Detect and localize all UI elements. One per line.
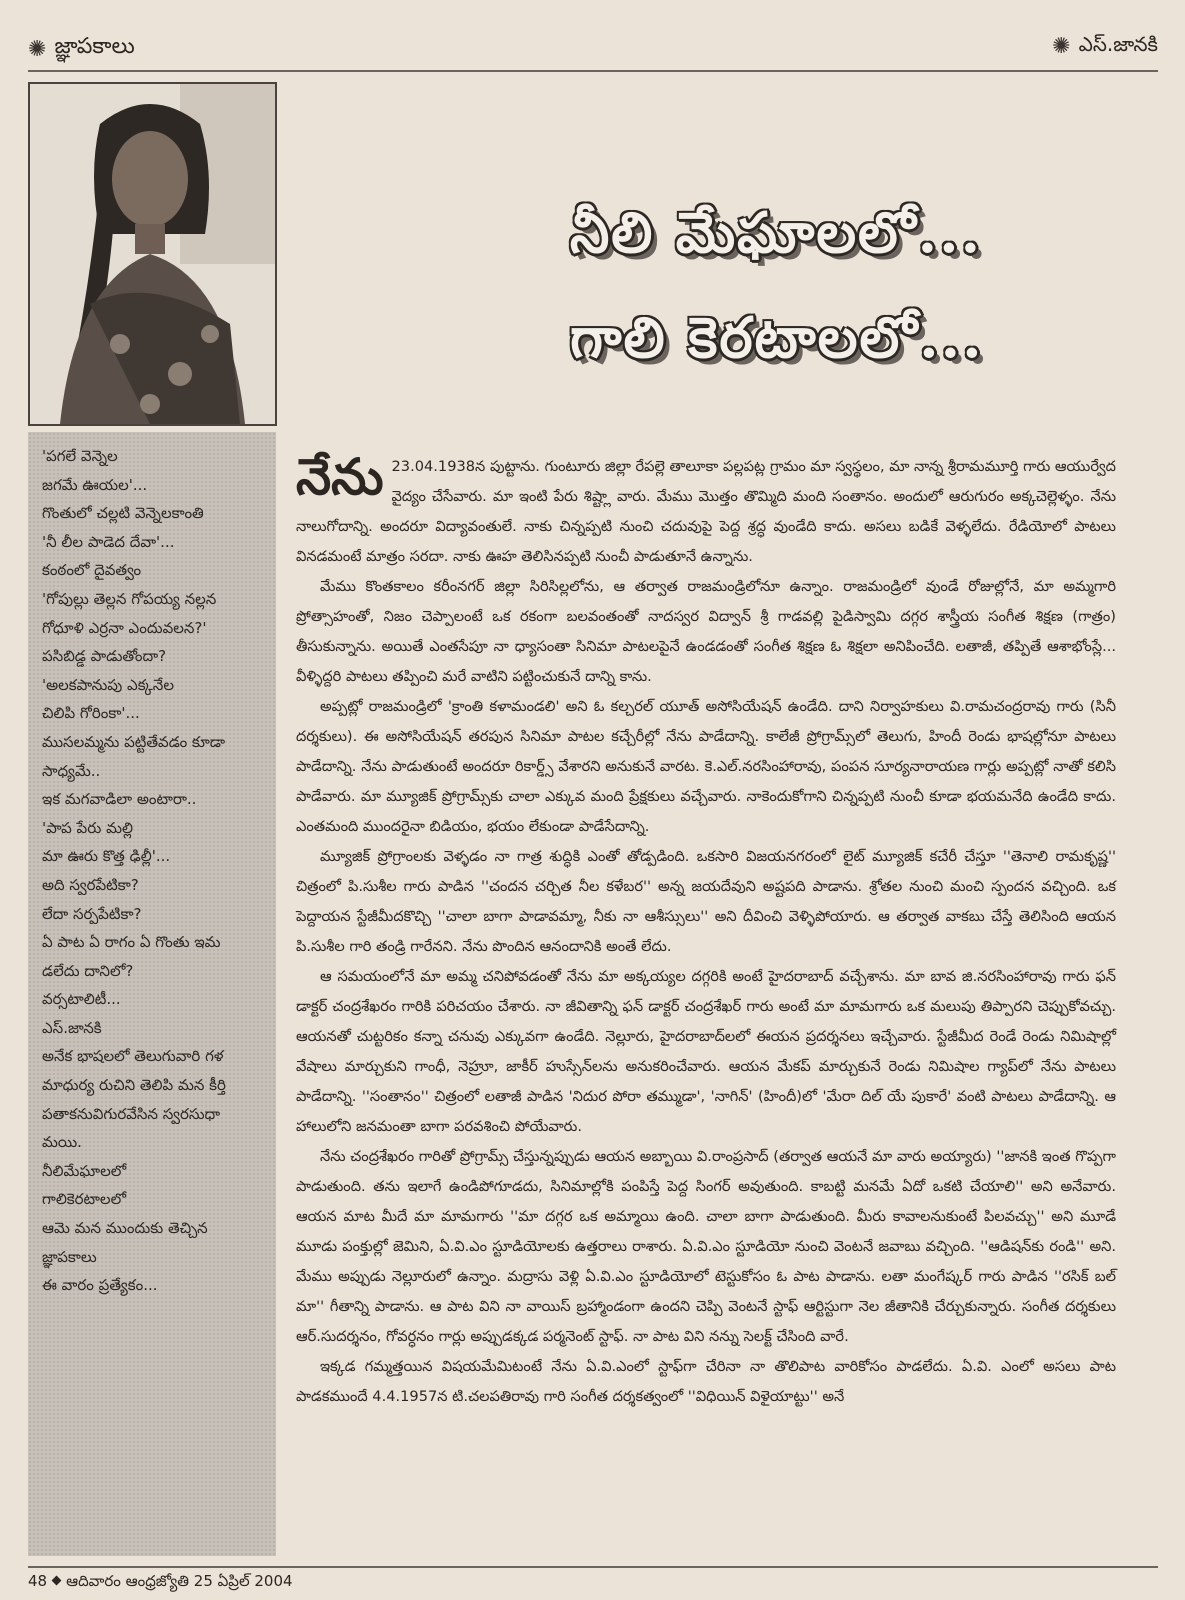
paragraph: ఇక్కడ గమ్మత్తయిన విషయమేమిటంటే నేను ఏ.వి.ఎంలో స్టాఫ్‌గా చేరినా నా తొలిపాట వారికోసం పాడలేదు. ఏ.వి. ఎంలో అసలు పాట పాడకముందే 4.4.1957న టి.చలపతిరావు గారి సంగీత దర్శకత్వంలో ''విధియిన్ విళైయాట్టు'' అనే [296, 1358, 1116, 1405]
sidebar-text [42, 442, 268, 1300]
page-header [28, 28, 1158, 68]
star-burst-icon: ✺ [1052, 34, 1071, 59]
sidebar-line: వర్సటాలిటీ... [42, 990, 121, 1009]
author-name: ఎస్.జానకి [1078, 32, 1158, 56]
sidebar-line: డలేదు దానిలో? [42, 961, 134, 980]
footer-rule [28, 1566, 1158, 1568]
sidebar-line: ఏ పాట ఏ రాగం ఏ గొంతు ఇమ [42, 933, 221, 952]
title-line-2: గాలి కెరటాలలో... [570, 305, 984, 371]
author-label [1052, 32, 1158, 61]
sidebar-line: జగమే ఊయల'... [42, 475, 148, 494]
sidebar-line: ఇక మగవాడిలా అంటారా.. [42, 790, 197, 809]
paragraph: మేము కొంతకాలం కరీంనగర్ జిల్లా సిరిసిల్లలోను, ఆ తర్వాత రాజమండ్రిలోనూ ఉన్నాం. రాజమండ్రిలో వుండే రోజుల్లోనే, మా అమ్మగారి ప్రోత్సాహంతో, నిజం చెప్పాలంటే ఒక రకంగా బలవంతంతో నాదస్వర విద్వాన్ శ్రీ గాడవల్లి పైడిస్వామి దగ్గర శాస్త్రీయ సంగీత శిక్షణ (గాత్రం) తీసుకున్నాను. అయితే ఎంతసేపూ నా ధ్యాసంతా సినిమా పాటలపైనే ఉండడంతో సంగీత శిక్షణ ఓ శిక్షలా అనిపించేది. లతాజీ, తప్పితే ఆశాభోంస్లే... వీళ్ళిద్దరి పాటలు తప్పించి మరే వాటిని పట్టించుకునే దాన్ని కాను. [296, 578, 1116, 685]
sidebar-line: 'పగలే వెన్నెల [42, 447, 118, 465]
section-label [28, 34, 135, 64]
sidebar-line: లేదా సర్పపేటికా? [42, 904, 142, 923]
sidebar-line: 'అలకపానుపు ఎక్కనేల [42, 675, 174, 694]
publication-line: ఆదివారం ఆంధ్రజ్యోతి 25 ఏప్రిల్ 2004 [66, 1572, 293, 1590]
sidebar-line: 'గోపుల్లు తెల్లన గోపయ్య నల్లన [42, 589, 217, 608]
sidebar-line: మాధుర్య రుచిని తెలిపి మన కీర్తి [42, 1076, 226, 1095]
paragraph: మ్యూజిక్ ప్రోగ్రాంలకు వెళ్ళడం నా గాత్ర శుద్ధికి ఎంతో తోడ్పడింది. ఒకసారి విజయనగరంలో లైట్ మ్యూజిక్ కచేరీ చేస్తూ ''తెనాలి రామకృష్ణ'' చిత్రంలో పి.సుశీల గారు పాడిన ''చందన చర్చిత నీల కళేబర'' అన్న జయదేవుని అష్టపది పాడాను. శ్రోతల నుంచి మంచి స్పందన వచ్చింది. ఒక పెద్దాయన స్టేజీమీదకొచ్చి ''చాలా బాగా పాడావమ్మా, నీకు నా ఆశీస్సులు'' అని దీవించి వెళ్ళిపోయారు. ఆ తర్వాత వాకబు చేస్తే తెలిసింది ఆయన పి.సుశీల గారి తండ్రి గారేనని. నేను పొందిన ఆనందానికి అంతే లేదు. [296, 848, 1116, 955]
star-burst-icon: ✺ [28, 36, 47, 62]
sidebar-line: అనేక భాషలలో తెలుగువారి గళ [42, 1047, 224, 1066]
sidebar-line: గాలికెరటాలలో [42, 1190, 127, 1209]
page-number: 48 [28, 1572, 48, 1590]
paragraph: ఆ సమయంలోనే మా అమ్మ చనిపోవడంతో నేను మా అక్కయ్యల దగ్గరికి అంటే హైదరాబాద్ వచ్చేశాను. మా బావ జి.నరసింహారావు గారు ఫన్ డాక్టర్ చంద్రశేఖరం గారికి పరిచయం చేశారు. నా జీవితాన్ని ఫన్ డాక్టర్ చంద్రశేఖర్ గారు అంటే మా మామగారు ఒక మలుపు తిప్పారని చెప్పుకోవచ్చు. ఆయనతో చుట్టరికం కన్నా చనువు ఎక్కువగా ఉండేది. నెల్లూరు, హైదరాబాద్‌లలో ఈయన ప్రదర్శనలు ఇచ్చేవారు. స్టేజీమీద రెండే రెండు నిమిషాల్లో వేషాలు మార్చుకుని గాంధీ, నెహ్రూ, జాకీర్ హుస్సేన్‌లను అనుకరించేవారు. ఆయన మేకప్ మార్చుకునే రెండు నిమిషాల గ్యాప్‌లో నేను పాటలు పాడేదాన్ని. ''సంతానం'' చిత్రంలో లతాజీ పాడిన 'నిదుర పోరా తమ్ముడా', 'నాగిన్' (హిందీ)లో 'మేరా దిల్ యే పుకారే' వంటి పాటలు పాడేదాన్ని. ఆ హాలులోని జనమంతా బాగా పరవశించి పోయేవారు. [296, 968, 1116, 1135]
sidebar-blurb [28, 432, 276, 1556]
sidebar-line: గోధూళి ఎర్రనా ఎందువలన?' [42, 618, 207, 637]
sidebar-line: కంఠంలో దైవత్వం [42, 561, 142, 580]
sidebar-line: 'పాప పేరు మల్లి [42, 818, 133, 837]
paragraph: అప్పట్లో రాజమండ్రిలో 'క్రాంతి కళామండలి' అని ఓ కల్చరల్ యూత్ అసోసియేషన్ ఉండేది. దాని నిర్వాహకులు వి.రామచంద్రరావు గారు (సినీ దర్శకులు). ఈ అసోసియేషన్ తరపున సినిమా పాటల కచ్చేరీల్లో నేను పాడేదాన్ని. కాలేజీ ప్రోగ్రామ్స్‌లో తెలుగు, హిందీ రెండు భాషల్లోనూ పాటలు పాడేదాన్ని. నేను పాడుతుంటే అందరూ రికార్డ్స్ వేశారని అనుకునే వారట. కె.ఎల్.నరసింహారావు, పంపన సూర్యనారాయణ గార్లు అప్పట్లో నాతో కలిసి పాడేవారు. మా మ్యూజిక్ ప్రోగ్రామ్స్‌కు చాలా ఎక్కువ మంది ప్రేక్షకులు వచ్చేవారు. నాకెందుకోగాని చిన్నప్పటి నుంచీ కూడా భయమనేది ఉండేది కాదు. ఎంతమంది ముందరైనా బిడియం, భయం లేకుండా పాడేసేదాన్ని. [296, 698, 1116, 835]
sidebar-line: నీలిమేఘాలలో [42, 1161, 127, 1180]
portrait-illustration [30, 84, 275, 424]
title-line-1: నీలి మేఘాలలో... [570, 200, 983, 266]
sidebar-line: 'నీ లీల పాడెద దేవా'... [42, 532, 175, 551]
dropcap: నేను [296, 447, 384, 506]
sidebar-line: మా ఊరు కొత్త ఢిల్లీ'... [42, 847, 171, 866]
sidebar-line: పసిబిడ్డ పాడుతోందా? [42, 647, 167, 666]
sidebar-line: చిలిపి గోరింకా'... [42, 704, 140, 723]
page-footer [28, 1572, 1158, 1594]
sidebar-line: ముసలమ్మను పట్టితేవడం కూడా [42, 732, 226, 751]
article-title [560, 190, 1080, 420]
paragraph: నేను 23.04.1938న పుట్టాను. గుంటూరు జిల్లా రేపల్లె తాలూకా పల్లపట్ల గ్రామం మా స్వస్థలం, మా నాన్న శ్రీరామమూర్తి గారు ఆయుర్వేద వైద్యం చేసేవారు. మా ఇంటి పేరు శిష్ట్లా వారు. మేము మొత్తం తొమ్మిది మంది సంతానం. అందులో ఆరుగురం అక్కచెల్లెళ్ళం. నేను నాలుగోదాన్ని. అందరూ విద్యావంతులే. నాకు చిన్నప్పటి నుంచి చదువుపై పెద్ద శ్రద్ధ వుండేది కాదు. అసలు బడికే వెళ్ళలేదు. రేడియోలో పాటలు వినడమంటే మాత్రం సరదా. నాకు ఊహ తెలిసినప్పటి నుంచీ పాడుతూనే ఉన్నాను. [296, 447, 1116, 565]
sidebar-line: ఎస్.జానకి [42, 1018, 102, 1037]
sidebar-line: అది స్వరపేటికా? [42, 875, 139, 894]
diamond-bullet-icon [52, 1576, 62, 1586]
paragraph: నేను చంద్రశేఖరం గారితో ప్రోగ్రామ్స్ చేస్తున్నప్పుడు ఆయన అబ్బాయి వి.రాంప్రసాద్ (తర్వాత ఆయనే మా వారు అయ్యారు) ''జానకి ఇంత గొప్పగా పాడుతుంది. తను ఇలాగే ఉండిపోగూడదు, సినిమాల్లోకి పంపిస్తే పెద్ద సింగర్ అవుతుంది. కాబట్టి మనమే ఏదో ఒకటి చేయాలి'' అని అనేవారు. ఆయన మాట మీదే మా మామగారు ''మా దగ్గర ఒక అమ్మాయి ఉంది. చాలా బాగా పాడుతుంది. మీరు కావాలనుకుంటే పిలవచ్చు'' అని మూడే మూడు పంక్తుల్లో జెమిని, ఏ.వి.ఎం స్టూడియోలకు ఉత్తరాలు రాశారు. ఏ.వి.ఎం స్టూడియో నుంచి వెంటనే జవాబు వచ్చింది. ''ఆడిషన్‌కు రండి'' అని. మేము అప్పుడు నెల్లూరులో ఉన్నాం. మద్రాసు వెళ్లి ఏ.వి.ఎం స్టూడియోలో టెస్టుకోసం ఓ పాట పాడాను. లతా మంగేష్కర్ గారు పాడిన ''రసిక్ బల్ మా'' గీతాన్ని పాడాను. ఆ పాట విని నా వాయిస్ బ్రహ్మాండంగా ఉందని చెప్పి వెంటనే స్టాఫ్ ఆర్టిస్టుగా నెల జీతానికి చేర్చుకున్నారు. సంగీత దర్శకులు ఆర్.సుదర్శనం, గోవర్ధనం గార్లు అప్పుడక్కడ పర్మనెంట్ స్టాఫ్. నా పాట విని నన్ను సెలక్ట్ చేసింది వారే. [296, 1148, 1116, 1345]
sidebar-line: ఈ వారం ప్రత్యేకం... [42, 1276, 158, 1295]
sidebar-line: సాధ్యమే.. [42, 761, 101, 780]
article-body [296, 447, 1116, 1412]
sidebar-line: మయి. [42, 1133, 82, 1152]
sidebar-line: గొంతులో చల్లటి వెన్నెలకాంతి [42, 504, 204, 523]
sidebar-line: జ్ఞాపకాలు [42, 1247, 97, 1266]
section-title: జ్ఞాపకాలు [54, 34, 135, 59]
sidebar-line: ఆమె మన ముందుకు తెచ్చిన [42, 1219, 208, 1238]
sidebar-line: పతాకనువిగురవేసిన స్వరసుధా [42, 1104, 221, 1123]
header-rule [28, 70, 1158, 72]
portrait-photo [28, 82, 277, 426]
